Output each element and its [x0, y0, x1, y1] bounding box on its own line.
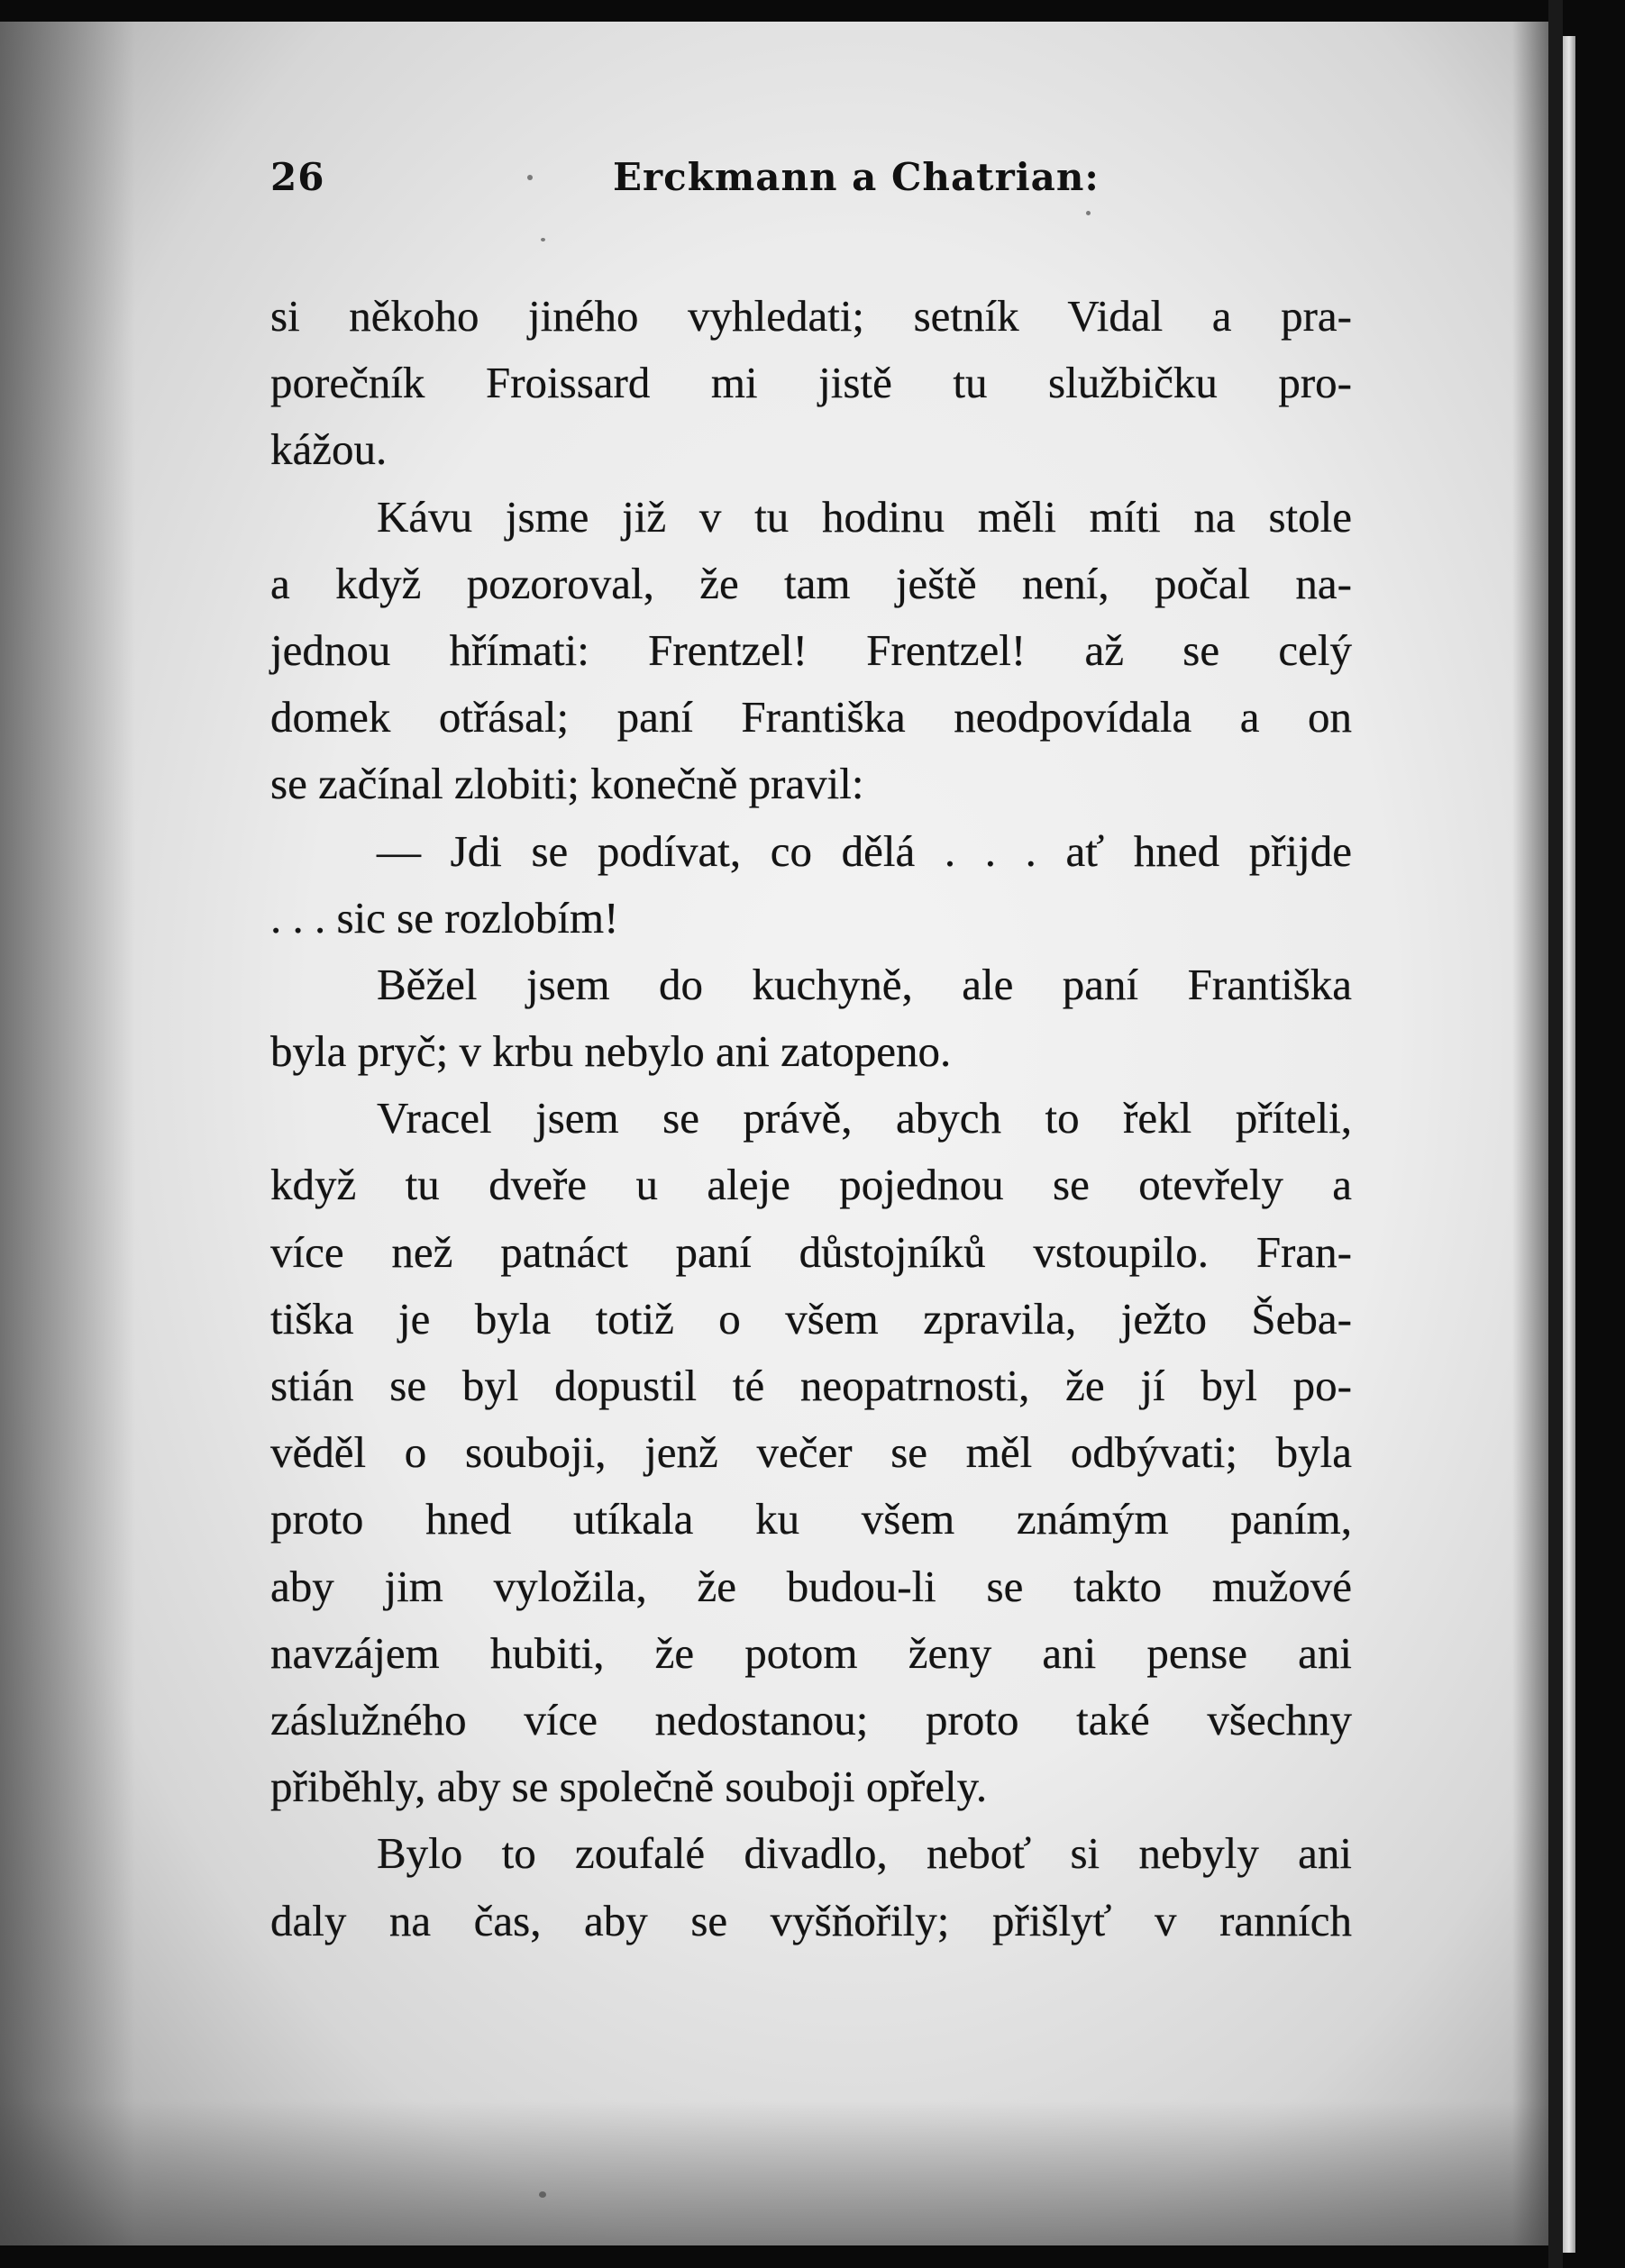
text-line: přiběhly, aby se společně souboji opřely. [270, 1762, 988, 1812]
facing-page-edge [1563, 36, 1575, 2253]
running-head: Erckmann a Chatrian: [613, 155, 1100, 199]
text-line: stián se byl dopustil té neopatrnosti, že jí byl po- [270, 1361, 1352, 1410]
text-line: více než patnáct paní důstojníků vstoupilo. Fran- [270, 1226, 1352, 1277]
text-line: daly na čas, aby se vyšňořily; přišlyť v ranních [270, 1895, 1352, 1945]
text-line: — Jdi se podívat, co dělá . . . ať hned přijde [377, 825, 1352, 876]
text-line: proto hned utíkala ku všem známým paním, [270, 1494, 1352, 1544]
scan-speck [539, 2191, 546, 2198]
text-line: porečník Froissard mi jistě tu službičku pro- [270, 358, 1352, 408]
book-page [0, 22, 1548, 2245]
text-line: jednou hřímati: Frentzel! Frentzel! až se celý [270, 624, 1352, 675]
page-edge-shadow [1512, 22, 1548, 2245]
text-line: kážou. [270, 424, 388, 475]
text-line: Bylo to zoufalé divadlo, neboť si nebyly ani [377, 1828, 1352, 1879]
text-line: navzájem hubiti, že potom ženy ani pense ani [270, 1627, 1352, 1678]
text-line: si někoho jiného vyhledati; setník Vidal a pra- [270, 291, 1352, 341]
text-line: záslužného více nedostanou; proto také všechny [270, 1694, 1352, 1744]
text-line: domek otřásal; paní Františka neodpovídala a on [270, 692, 1352, 742]
text-line: když tu dveře u aleje pojednou se otevřely a [270, 1160, 1352, 1210]
text-line: Vracel jsem se právě, abych to řekl příteli, [377, 1093, 1352, 1143]
scan-speck [541, 238, 545, 241]
text-line: . . . sic se rozlobím! [270, 892, 619, 943]
text-line: byla pryč; v krbu nebylo ani zatopeno. [270, 1026, 952, 1077]
scan-speck [1086, 211, 1091, 215]
page-number: 26 [270, 155, 325, 199]
text-line: Běžel jsem do kuchyně, ale paní Františka [377, 959, 1352, 1009]
scan-speck [527, 175, 533, 180]
page-header [270, 155, 1316, 209]
text-line: Kávu jsme již v tu hodinu měli míti na stole [377, 491, 1352, 542]
text-line: se začínal zlobiti; konečně pravil: [270, 759, 864, 809]
binding-gap [1548, 0, 1563, 2268]
body-text [270, 283, 1352, 1954]
text-line: věděl o souboji, jenž večer se měl odbývati; byla [270, 1427, 1352, 1478]
text-line: a když pozoroval, že tam ještě není, počal na- [270, 558, 1352, 608]
text-line: tiška je byla totiž o všem zpravila, ježto Šeba- [270, 1293, 1352, 1343]
text-line: aby jim vyložila, že budou-li se takto mužové [270, 1561, 1352, 1611]
